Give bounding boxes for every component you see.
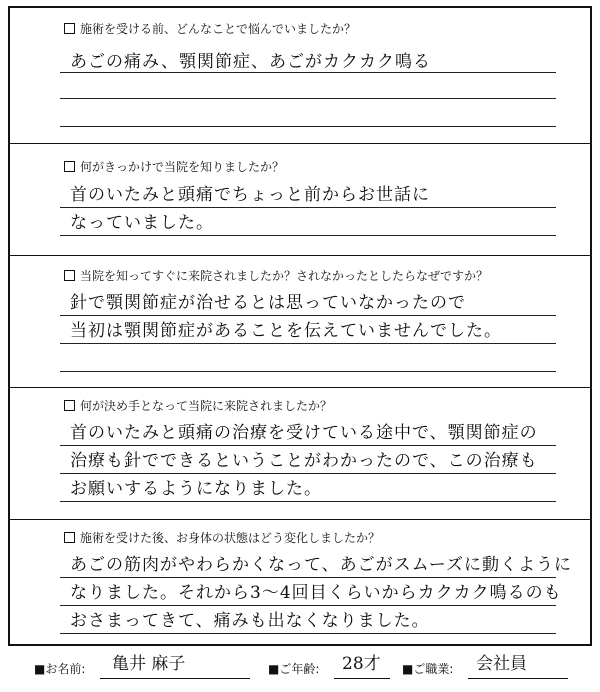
writing-line <box>60 633 556 634</box>
question-timing <box>64 269 488 283</box>
section-deciding-factor <box>10 387 590 519</box>
answer-line: なっていました。 <box>70 213 214 233</box>
question-text: 施術を受けた後、お身体の状態はどう変化しましたか？ <box>80 531 381 545</box>
question-after-treatment <box>64 531 380 545</box>
name-value: 亀井 麻子 <box>112 654 186 674</box>
writing-line <box>60 98 556 99</box>
answer-line: 当初は顎関節症があることを伝えていませんでした。 <box>70 321 502 341</box>
writing-line <box>60 315 556 316</box>
section-concerns <box>10 8 590 143</box>
occupation-label: ■ご職業: <box>402 662 454 676</box>
answer-line: 首のいたみと頭痛でちょっと前からお世話に <box>70 185 430 205</box>
checkbox-icon <box>64 23 75 34</box>
name-underline <box>100 678 250 679</box>
checkbox-icon <box>64 532 75 543</box>
writing-line <box>60 371 556 372</box>
question-concerns <box>64 22 356 36</box>
answer-line: 治療も針でできるということがわかったので、この治療も <box>70 451 538 471</box>
occupation-underline <box>468 678 568 679</box>
questionnaire-sheet <box>8 6 592 646</box>
question-text: 何が決め手となって当院に来院されましたか？ <box>80 399 333 413</box>
answer-line: あごの筋肉がやわらかくなって、あごがスムーズに動くように <box>70 555 572 575</box>
answer-line: あごの痛み、顎関節症、あごがカクカク鳴る <box>70 52 432 72</box>
writing-line <box>60 445 556 446</box>
age-label: ■ご年齢: <box>268 662 320 676</box>
checkbox-icon <box>64 270 75 281</box>
answer-line: なりました。それから3〜4回目くらいからカクカク鳴るのも <box>70 583 562 603</box>
writing-line <box>60 235 556 236</box>
answer-line: おさまってきて、痛みも出なくなりました。 <box>70 611 430 631</box>
question-discovery <box>64 160 284 174</box>
section-timing <box>10 255 590 387</box>
answer-line: 針で顎関節症が治せるとは思っていなかったので <box>70 293 466 313</box>
respondent-info <box>0 650 600 690</box>
occupation-value: 会社員 <box>476 654 527 674</box>
writing-line <box>60 207 556 208</box>
age-underline <box>334 678 390 679</box>
writing-line <box>60 343 556 344</box>
checkbox-icon <box>64 161 75 172</box>
answer-line: お願いするようになりました。 <box>70 479 322 499</box>
answer-line: 首のいたみと頭痛の治療を受けている途中で、顎関節症の <box>70 423 538 443</box>
question-deciding-factor <box>64 399 332 413</box>
writing-line <box>60 126 556 127</box>
writing-line <box>60 72 556 73</box>
question-text: 施術を受ける前、どんなことで悩んでいましたか？ <box>80 22 357 36</box>
writing-line <box>60 577 556 578</box>
writing-line <box>60 501 556 502</box>
question-text: 何がきっかけで当院を知りましたか？ <box>80 160 285 174</box>
age-value: 28才 <box>342 654 381 674</box>
question-text: 当院を知ってすぐに来院されましたか？されなかったとしたらなぜですか？ <box>80 269 489 283</box>
checkbox-icon <box>64 400 75 411</box>
writing-line <box>60 473 556 474</box>
section-after-treatment <box>10 519 590 644</box>
writing-line <box>60 605 556 606</box>
name-label: ■お名前: <box>34 662 86 676</box>
section-discovery <box>10 143 590 255</box>
